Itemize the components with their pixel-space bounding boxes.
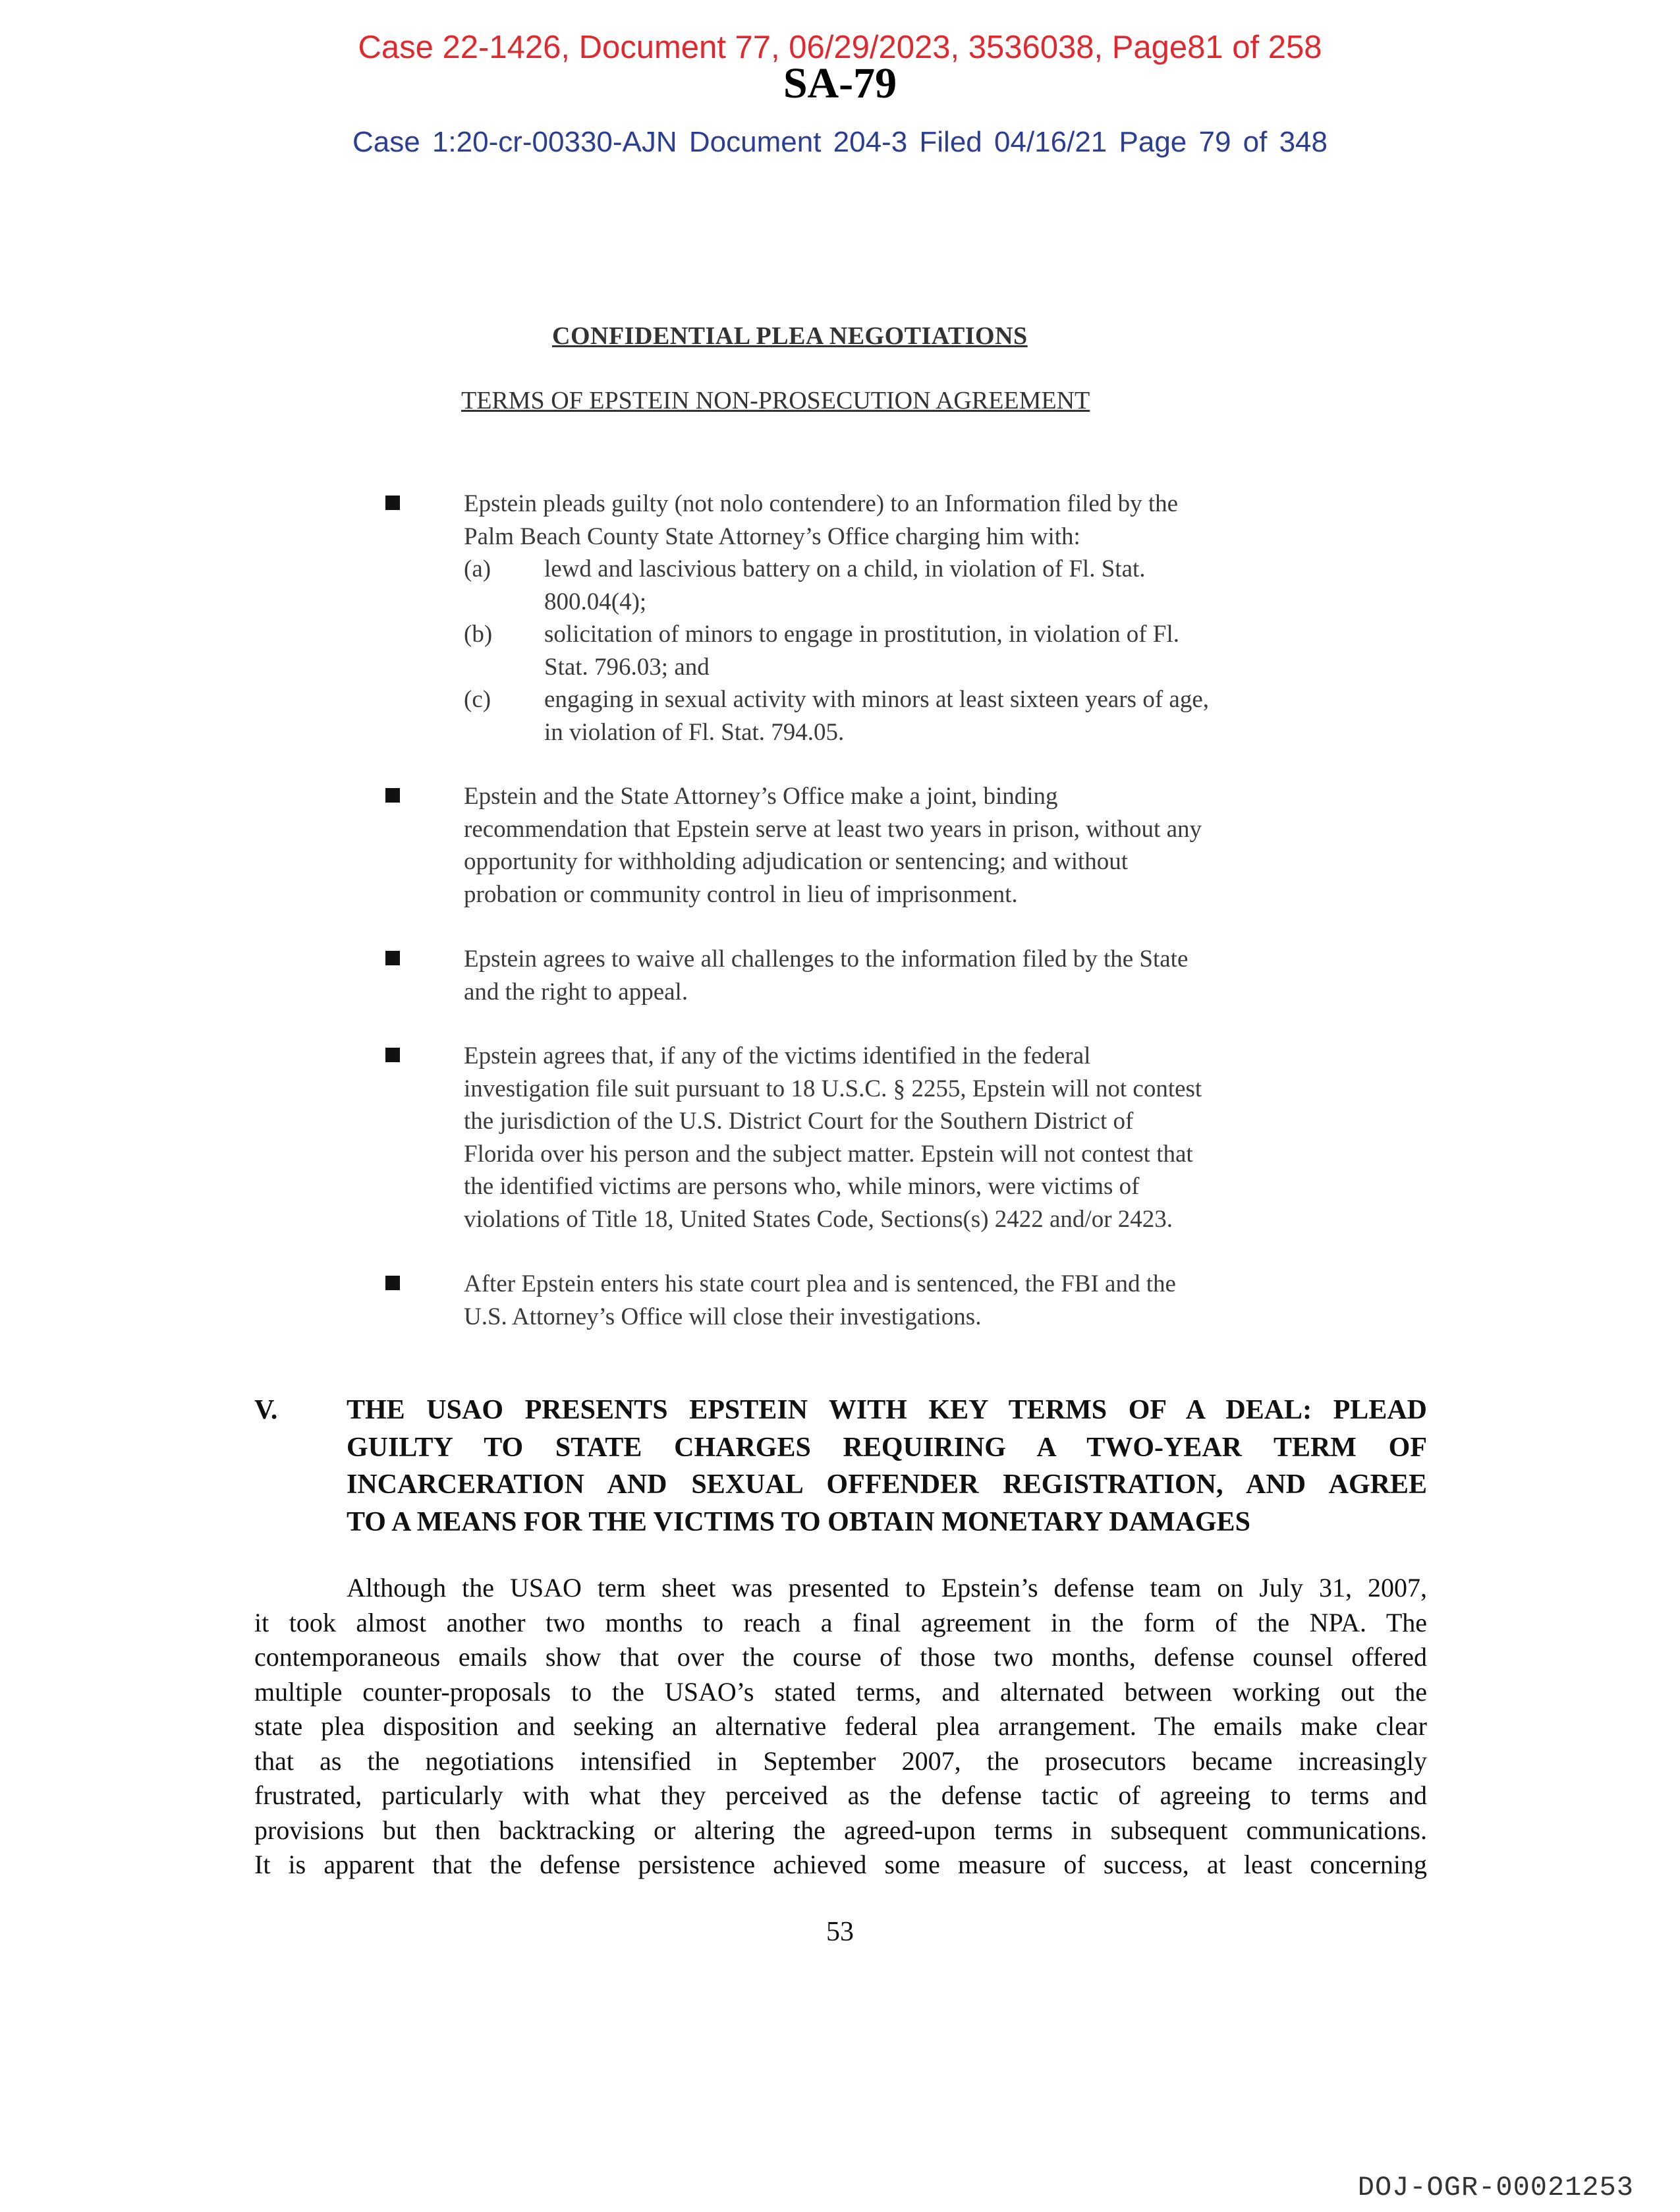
- sub-item-label: (b): [464, 621, 493, 648]
- section-number: V.: [254, 1395, 278, 1425]
- sa-page-label: SA-79: [783, 59, 897, 107]
- sub-item-text: [544, 553, 1347, 618]
- bullet-square-icon: [385, 496, 400, 510]
- bullet-line: Epstein agrees to waive all challenges to the information filed by the State: [464, 946, 1189, 973]
- section-heading-text: [347, 1392, 1427, 1541]
- bullet-square-icon: [385, 951, 400, 965]
- sub-item-text: [544, 683, 1347, 749]
- district-filing-stamp: Case 1:20-cr-00330-AJN Document 204-3 Filed 04/16/21 Page 79 of 348: [352, 126, 1328, 158]
- paragraph-line: multiple counter-proposals to the USAO’s stated terms, and alternated between working out the: [254, 1676, 1427, 1707]
- court-filing-stamp: Case 22-1426, Document 77, 06/29/2023, 3536038, Page81 of 258: [358, 30, 1322, 65]
- sub-item-line: lewd and lascivious battery on a child, in violation of Fl. Stat.: [544, 555, 1146, 582]
- bullet-text: [464, 780, 1347, 911]
- bullet-text: [464, 1268, 1347, 1333]
- paragraph-line: it took almost another two months to reach a final agreement in the form of the NPA. The: [254, 1607, 1427, 1637]
- paragraph-line: Although the USAO term sheet was presented to Epstein’s defense team on July 31, 2007,: [347, 1573, 1427, 1602]
- bullet-line: opportunity for withholding adjudication or sentencing; and without: [464, 848, 1129, 875]
- heading-line: TO A MEANS FOR THE VICTIMS TO OBTAIN MONETARY DAMAGES: [347, 1506, 1250, 1537]
- bullet-line: recommendation that Epstein serve at least two years in prison, without any: [464, 815, 1202, 843]
- sub-item-line: Stat. 796.03; and: [544, 653, 710, 681]
- sub-item-line: in violation of Fl. Stat. 794.05.: [544, 718, 845, 746]
- bullet-square-icon: [385, 1276, 400, 1290]
- heading-line: THE USAO PRESENTS EPSTEIN WITH KEY TERMS OF A DEAL: PLEAD: [347, 1395, 1427, 1425]
- paragraph-line: frustrated, particularly with what they perceived as the defense tactic of agreeing to terms and: [254, 1780, 1427, 1810]
- sub-item-label: (a): [464, 555, 491, 582]
- bates-number: DOJ-OGR-00021253: [1357, 2172, 1634, 2203]
- bullet-line: investigation file suit pursuant to 18 U.S.C. § 2255, Epstein will not contest: [464, 1075, 1202, 1102]
- sub-item-line: solicitation of minors to engage in prostitution, in violation of Fl.: [544, 621, 1179, 648]
- heading-line: INCARCERATION AND SEXUAL OFFENDER REGISTRATION, AND AGREE: [347, 1469, 1427, 1500]
- bullet-line: probation or community control in lieu of imprisonment.: [464, 880, 1018, 908]
- sub-item-text: [544, 618, 1347, 683]
- heading-line: GUILTY TO STATE CHARGES REQUIRING A TWO-YEAR TERM OF: [347, 1432, 1427, 1463]
- paragraph-line: contemporaneous emails show that over the course of those two months, defense counsel offered: [254, 1642, 1427, 1672]
- bullet-square-icon: [385, 1048, 400, 1062]
- bullet-line: Epstein and the State Attorney’s Office make a joint, binding: [464, 783, 1058, 810]
- sub-item-label: (c): [464, 686, 491, 713]
- page-number: 53: [826, 1917, 854, 1947]
- bullet-text: [464, 1040, 1347, 1235]
- paragraph-line: that as the negotiations intensified in September 2007, the prosecutors became increasingly: [254, 1745, 1427, 1776]
- bullet-line: the identified victims are persons who, while minors, were victims of: [464, 1173, 1140, 1200]
- bullet-square-icon: [385, 788, 400, 803]
- bullet-line: Florida over his person and the subject matter. Epstein will not contest that: [464, 1140, 1193, 1168]
- bullet-text: [464, 488, 1347, 749]
- body-paragraph: [254, 1571, 1427, 1883]
- insert-title: CONFIDENTIAL PLEA NEGOTIATIONS: [552, 322, 1028, 350]
- sub-item: [464, 553, 1347, 618]
- bullet-line: Epstein agrees that, if any of the victims identified in the federal: [464, 1042, 1091, 1069]
- sub-item: [464, 618, 1347, 683]
- bullet-line: the jurisdiction of the U.S. District Court for the Southern District of: [464, 1108, 1134, 1135]
- bullet-line: Palm Beach County State Attorney’s Office charging him with:: [464, 523, 1080, 550]
- paragraph-line: provisions but then backtracking or altering the agreed-upon terms in subsequent communications.: [254, 1815, 1427, 1845]
- bullet-line: U.S. Attorney’s Office will close their investigations.: [464, 1303, 982, 1330]
- paragraph-line: state plea disposition and seeking an alternative federal plea arrangement. The emails make clear: [254, 1711, 1427, 1741]
- sub-item: [464, 683, 1347, 749]
- bullet-line: and the right to appeal.: [464, 978, 688, 1006]
- paragraph-line: It is apparent that the defense persistence achieved some measure of success, at least concerning: [254, 1850, 1427, 1879]
- bullet-line: violations of Title 18, United States Code, Sections(s) 2422 and/or 2423.: [464, 1205, 1173, 1233]
- bullet-line: After Epstein enters his state court plea and is sentenced, the FBI and the: [464, 1270, 1176, 1297]
- bullet-line: Epstein pleads guilty (not nolo contendere) to an Information filed by the: [464, 490, 1179, 517]
- sub-item-line: 800.04(4);: [544, 588, 647, 615]
- sub-item-line: engaging in sexual activity with minors at least sixteen years of age,: [544, 686, 1209, 713]
- bullet-text: [464, 943, 1347, 1008]
- insert-subtitle: TERMS OF EPSTEIN NON-PROSECUTION AGREEMENT: [461, 387, 1090, 414]
